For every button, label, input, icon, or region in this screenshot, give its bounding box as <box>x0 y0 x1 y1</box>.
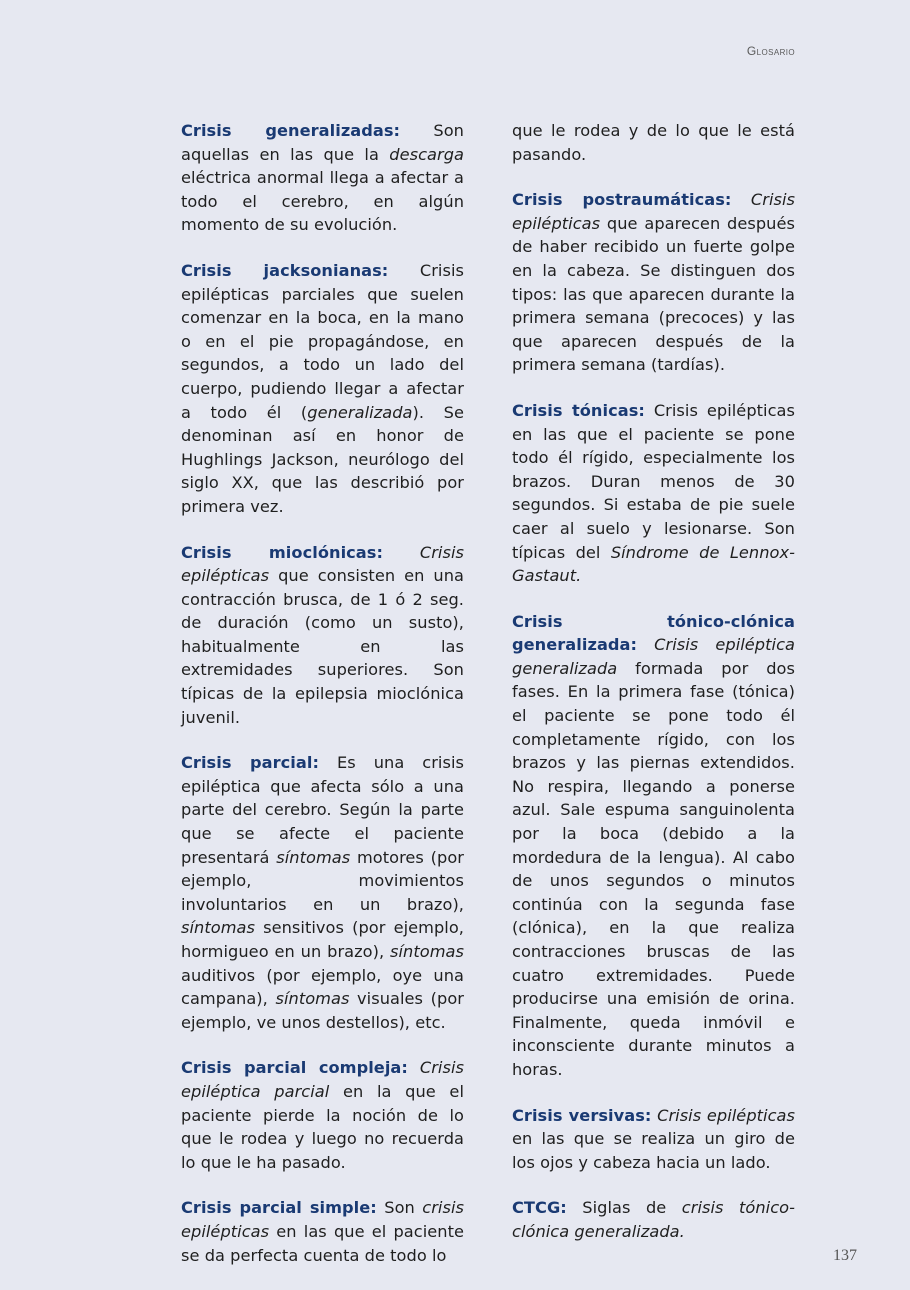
glossary-term: Crisis generalizadas: <box>181 121 401 140</box>
glossary-term: Crisis tónicas: <box>512 400 645 420</box>
glossary-entry <box>181 751 464 1034</box>
glossary-definition-text: Son <box>376 1198 423 1218</box>
glossary-definition-text: que le rodea y de lo que le está pasando. <box>512 121 795 164</box>
glossary-italic-text: generalizada <box>307 402 413 422</box>
glossary-term: Crisis postraumáticas: <box>512 190 732 210</box>
glossary-definition-text: Siglas de <box>566 1198 682 1218</box>
glossary-definition-text: visuales (por ejemplo, ve unos destellos), etc. <box>181 989 464 1032</box>
glossary-definition-text: que aparecen después de haber recibido un fuerte golpe en la cabeza. Se distinguen dos tipos: las que aparecen durante la primera semana (precoces) y las que aparecen después de la primera semana (tardías). <box>512 213 795 375</box>
glossary-italic-text: síntomas <box>276 847 351 867</box>
glossary-definition-text <box>731 190 750 209</box>
glossary-definition-text: auditivos (por ejemplo, oye una campana), <box>181 965 464 1009</box>
glossary-column-left <box>181 119 464 1289</box>
glossary-italic-text: Síndrome de Lennox-Gastaut. <box>512 542 796 586</box>
glossary-definition-text: Crisis epilépticas parciales que suelen comenzar en la boca, en la mano o en el pie propagándose, en segundos, a todo un lado del cuerpo, pudiendo llegar a afectar a todo él ( <box>181 260 464 422</box>
glossary-italic-text: crisis tónico-clónica generalizada. <box>512 1198 795 1241</box>
glossary-entry <box>181 1196 464 1267</box>
glossary-definition-text: formada por dos fases. En la primera fase (tónica) el paciente se pone todo él completamente rígido, con los brazos y las piernas extendidos. No respira, llegando a ponerse azul. Sale espuma sanguinolenta por la boca (debido a la mordedura de la lengua). Al cabo de unos segundos o minutos continúa con la segunda fase (clónica), en la que realiza contracciones bruscas de las cuatro extremidades. Puede producirse una emisión de orina. Finalmente, queda inmóvil e inconsciente durante minutos a horas. <box>512 658 795 1079</box>
glossary-term: Crisis parcial: <box>181 753 319 773</box>
glossary-italic-text: descarga <box>389 144 464 164</box>
glossary-entry <box>512 610 795 1082</box>
glossary-definition-text: Crisis epilépticas en las que el paciente se pone todo él rígido, especialmente los brazos. Duran menos de 30 segundos. Si estaba de pie suele caer al suelo y lesionarse. Son típicas del <box>512 400 795 562</box>
glossary-term: Crisis tónico-clónica generalizada: <box>512 611 795 655</box>
glossary-entry <box>181 541 464 730</box>
glossary-entry <box>512 1196 795 1243</box>
glossary-italic-text: síntomas <box>390 942 464 961</box>
glossary-term: Crisis versivas: <box>512 1105 652 1125</box>
glossary-entry <box>512 1104 795 1175</box>
glossary-term: Crisis parcial simple: <box>181 1198 377 1218</box>
glossary-italic-text: Crisis epilépticas <box>657 1105 795 1125</box>
glossary-italic-text: Crisis epilépticas <box>181 542 464 586</box>
glossary-term: Crisis parcial compleja: <box>181 1058 408 1078</box>
glossary-definition-text: ). Se denominan así en honor de Hughlings Jackson, neurólogo del siglo XX, que las describió por primera vez. <box>181 402 464 516</box>
glossary-entry <box>512 399 795 588</box>
glossary-italic-text: Crisis epiléptica parcial <box>181 1058 464 1101</box>
glossary-italic-text: síntomas <box>275 989 350 1009</box>
glossary-definition-text: en las que el paciente se da perfecta cuenta de todo lo <box>181 1221 464 1265</box>
glossary-definition-text: motores (por ejemplo, movimientos involuntarios en un brazo), <box>181 847 464 914</box>
glossary-definition-text: sensitivos (por ejemplo, hormigueo en un brazo), <box>181 918 464 961</box>
glossary-column-right <box>512 119 795 1266</box>
glossary-entry <box>181 119 464 237</box>
glossary-term: Crisis mioclónicas: <box>181 542 383 562</box>
glossary-entry <box>181 259 464 519</box>
glossary-term: Crisis jacksonianas: <box>181 260 389 280</box>
glossary-definition-text: que consisten en una contracción brusca, de 1 ó 2 seg. de duración (como un susto), habitualmente en las extremidades superiores. Son típicas de la epilepsia mioclónica juvenil. <box>181 566 464 727</box>
page-number: 137 <box>833 1247 857 1264</box>
glossary-term: CTCG: <box>512 1198 567 1218</box>
glossary-definition-text <box>383 543 420 562</box>
glossary-italic-text: Crisis epiléptica generalizada <box>512 635 795 678</box>
glossary-italic-text: síntomas <box>181 918 255 938</box>
glossary-entry <box>512 119 795 166</box>
page-header: Glosario <box>746 44 795 58</box>
glossary-italic-text: Crisis epilépticas <box>512 190 796 233</box>
glossary-entry <box>181 1056 464 1174</box>
glossary-definition-text: Son aquellas en las que la <box>181 121 464 164</box>
glossary-definition-text: Es una crisis epiléptica que afecta sólo a una parte del cerebro. Según la parte que se afecte el paciente presentará <box>181 753 464 867</box>
glossary-definition-text <box>408 1058 420 1077</box>
glossary-italic-text: crisis epilépticas <box>181 1198 464 1241</box>
glossary-definition-text: en la que el paciente pierde la noción de lo que le rodea y luego no recuerda lo que le ha pasado. <box>181 1081 464 1172</box>
glossary-definition-text <box>637 635 654 654</box>
glossary-definition-text: en las que se realiza un giro de los ojos y cabeza hacia un lado. <box>512 1129 795 1172</box>
glossary-entry <box>512 188 795 377</box>
glossary-definition-text: eléctrica anormal llega a afectar a todo el cerebro, en algún momento de su evolución. <box>181 168 464 235</box>
